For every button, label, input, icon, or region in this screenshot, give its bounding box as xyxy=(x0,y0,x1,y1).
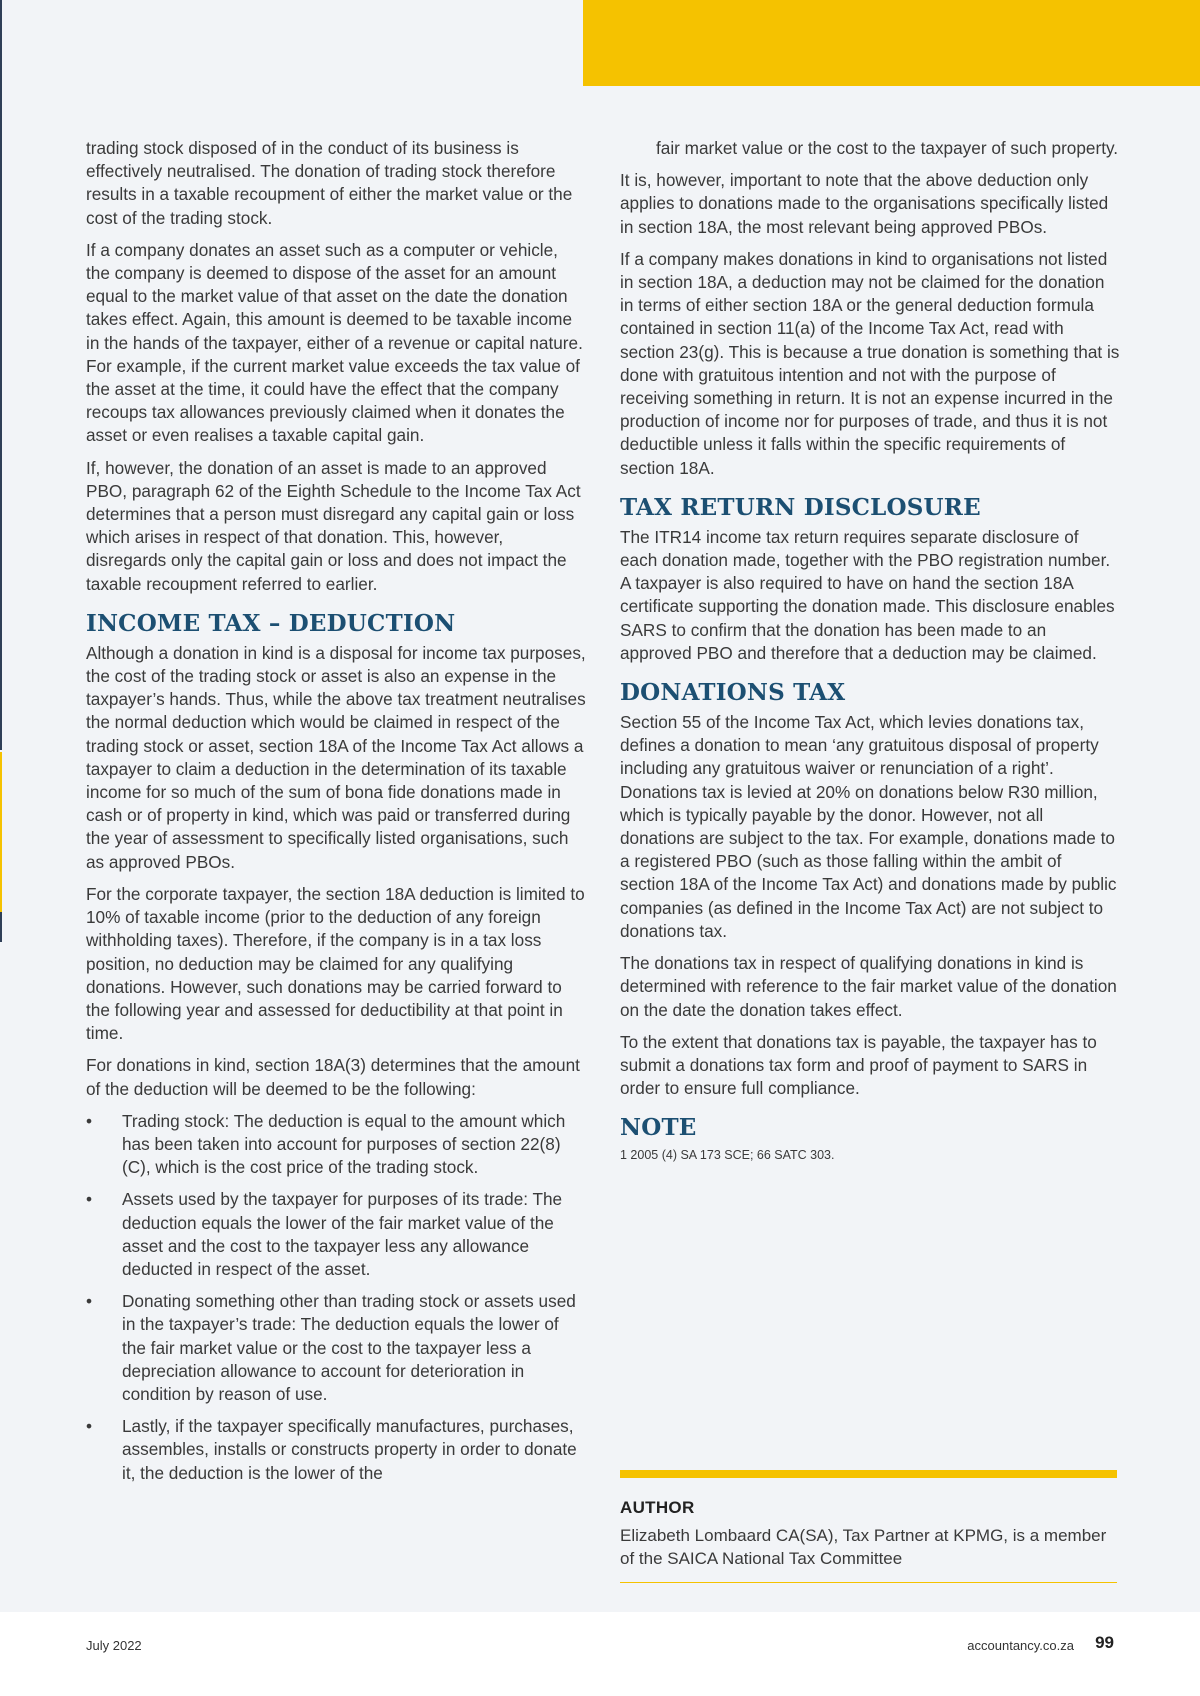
paragraph: Section 55 of the Income Tax Act, which levies donations tax, defines a donation to mean ‘any gratuitous disposal of property including any gratuitous waiver or renunciation of a right’. Donations tax is levied at 20% on donations below R30 million, which is typically payable by the donor. However, not all donations are subject to the tax. For example, donations made to a registered PBO (such as those falling within the ambit of section 18A of the Income Tax Act) and donations made by public companies (as defined in the Income Tax Act) are not subject to donations tax. xyxy=(620,712,1117,941)
paragraph: trading stock disposed of in the conduct of its business is effectively neutralised. The donation of trading stock therefore results in a taxable recoupment of either the market value or the cost of the trading stock. xyxy=(86,138,573,228)
author-bio: Elizabeth Lombaard CA(SA), Tax Partner at KPMG, is a member of the SAICA National Tax Committee xyxy=(620,1526,1107,1568)
list-item xyxy=(86,1188,586,1281)
right-column xyxy=(620,137,1120,1164)
author-bottom-rule xyxy=(620,1582,1117,1583)
paragraph: To the extent that donations tax is payable, the taxpayer has to submit a donations tax form and proof of payment to SARS in order to ensure full compliance. xyxy=(620,1031,1097,1099)
paragraph: For the corporate taxpayer, the section 18A deduction is limited to 10% of taxable income (prior to the deduction of any foreign withholding taxes). Therefore, if the company is in a tax loss position, no deduction may be claimed for any qualifying donations. However, such donations may be carried forward to the following year and assessed for deductibility at that point in time. xyxy=(86,883,585,1044)
paragraph: If, however, the donation of an asset is made to an approved PBO, paragraph 62 of the Eighth Schedule to the Income Tax Act determines that a person must disregard any capital gain or loss which arises in respect of that donation. This, however, disregards only the capital gain or loss and does not impact the taxable recoupment referred to earlier. xyxy=(86,457,581,594)
left-edge-rule xyxy=(0,0,2,750)
author-box xyxy=(620,1470,1117,1583)
paragraph: If a company donates an asset such as a computer or vehicle, the company is deemed to dispose of the asset for an amount equal to the market value of that asset on the date the donation takes effect. Again, this amount is deemed to be taxable income in the hands of the taxpayer, either of a revenue or capital nature. For example, if the current market value exceeds the tax value of the asset at the time, it could have the effect that the company recoups tax allowances previously claimed when it donates the asset or even realises a taxable capital gain. xyxy=(86,239,583,446)
paragraph: If a company makes donations in kind to organisations not listed in section 18A, a deduction may not be claimed for the donation in terms of either section 18A or the general deduction formula contained in section 11(a) of the Income Tax Act, read with section 23(g). This is because a true donation is something that is done with gratuitous intention and not with the purpose of receiving something in return. It is not an expense incurred in the production of income nor for purposes of trade, and thus it is not deductible unless it falls within the specific requirements of section 18A. xyxy=(620,248,1120,478)
section-heading-tax-return: TAX RETURN DISCLOSURE xyxy=(620,493,981,521)
page-footer xyxy=(0,1612,1200,1696)
list-item-text: Assets used by the taxpayer for purposes of its trade: The deduction equals the lower of the fair market value of the asset and the cost to the taxpayer less any allowance deducted in respect of the asset. xyxy=(122,1189,563,1279)
bullet-dot: • xyxy=(86,1189,93,1210)
bullet-continuation: fair market value or the cost to the taxpayer of such property. xyxy=(656,138,1119,158)
list-item xyxy=(86,1110,586,1180)
list-item xyxy=(86,1415,586,1485)
section-heading-note: NOTE xyxy=(620,1114,697,1142)
bullet-dot: • xyxy=(86,1110,93,1131)
paragraph: The ITR14 income tax return requires separate disclosure of each donation made, together with the PBO registration number. A taxpayer is also required to have on hand the section 18A certificate supporting the donation made. This disclosure enables SARS to confirm that the donation has been made to an approved PBO and therefore that a deduction may be claimed. xyxy=(620,526,1115,663)
left-edge-accent xyxy=(0,752,2,912)
paragraph: It is, however, important to note that the above deduction only applies to donations made to the organisations specifically listed in section 18A, the most relevant being approved PBOs. xyxy=(620,170,1109,237)
footnote-1: 1 2005 (4) SA 173 SCE; 66 SATC 303. xyxy=(620,1148,835,1163)
section-heading-income-tax: INCOME TAX – DEDUCTION xyxy=(86,609,456,637)
page-number: 99 xyxy=(1095,1633,1114,1652)
footer-website: accountancy.co.za xyxy=(967,1638,1074,1653)
author-heading: AUTHOR xyxy=(620,1498,695,1517)
footer-date: July 2022 xyxy=(86,1638,142,1653)
bullet-dot: • xyxy=(86,1291,93,1312)
list-item-text: Lastly, if the taxpayer specifically manufactures, purchases, assembles, installs or constructs property in order to donate it, the deduction is the lower of the xyxy=(122,1416,577,1483)
list-item-text: Donating something other than trading stock or assets used in the taxpayer’s trade: The deduction equals the lower of the fair market value or the cost to the taxpayer less a depreciation allowance to account for deterioration in condition by reason of use. xyxy=(122,1291,576,1404)
left-column xyxy=(86,137,586,1494)
yellow-header-banner xyxy=(583,0,1200,86)
left-edge-rule-lower xyxy=(0,912,2,942)
deduction-bullet-list xyxy=(86,1110,586,1485)
list-item xyxy=(86,1290,586,1406)
paragraph: Although a donation in kind is a disposal for income tax purposes, the cost of the trading stock or asset is also an expense in the taxpayer’s hands. Thus, while the above tax treatment neutralises the normal deduction which would be claimed in respect of the trading stock or asset, section 18A of the Income Tax Act allows a taxpayer to claim a deduction in the determination of its taxable income for so much of the sum of bona fide donations made in cash or of property in kind, which was paid or transferred during the year of assessment to specifically listed organisations, such as approved PBOs. xyxy=(86,642,586,872)
paragraph: For donations in kind, section 18A(3) determines that the amount of the deduction will be deemed to be the following: xyxy=(86,1055,580,1099)
section-heading-donations-tax: DONATIONS TAX xyxy=(620,679,846,707)
paragraph: The donations tax in respect of qualifying donations in kind is determined with reference to the fair market value of the donation on the date the donation takes effect. xyxy=(620,953,1117,1020)
bullet-dot: • xyxy=(86,1416,93,1437)
list-item-text: Trading stock: The deduction is equal to the amount which has been taken into account for purposes of section 22(8)(C), which is the cost price of the trading stock. xyxy=(122,1110,566,1178)
author-top-rule xyxy=(620,1470,1117,1478)
